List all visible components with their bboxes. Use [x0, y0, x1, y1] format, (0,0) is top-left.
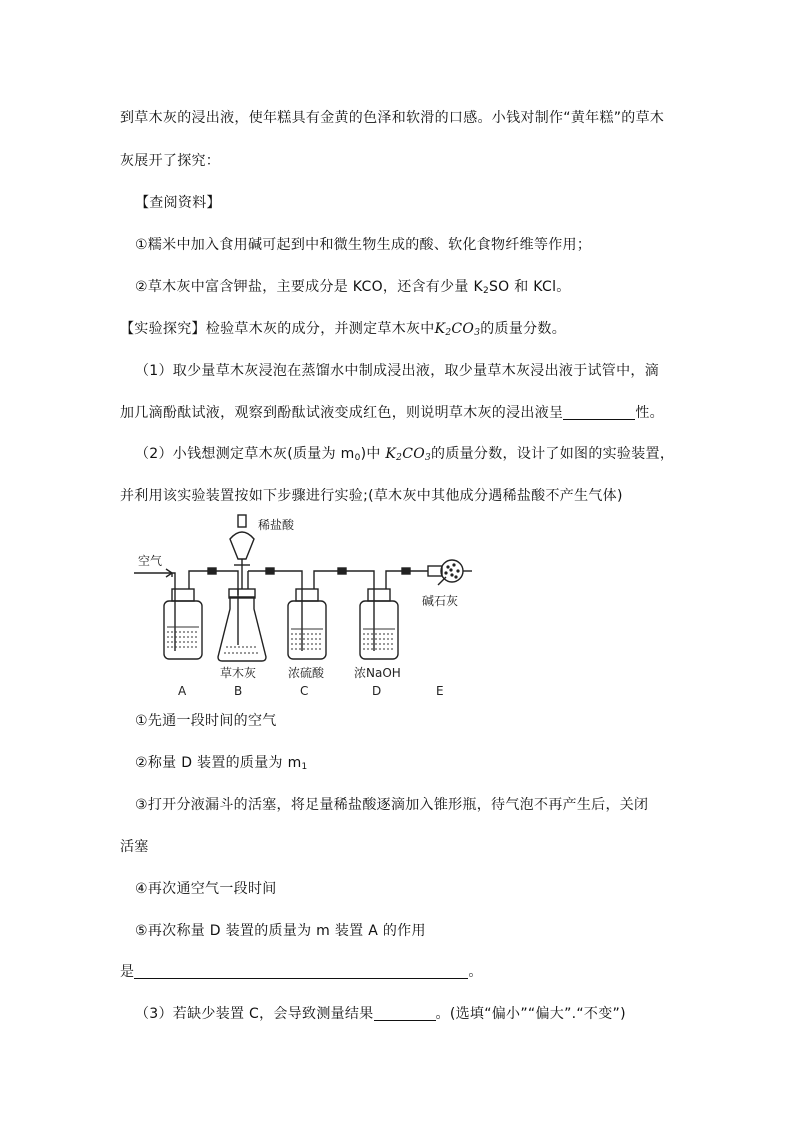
label-b: 草木灰: [220, 666, 257, 680]
paragraph-line-1: 到草木灰的浸出液，使年糕具有金黄的色泽和软滑的口感。小钱对制作“黄年糕”的草木: [120, 110, 665, 126]
label-c: 浓硫酸: [288, 666, 325, 680]
question-2-line-2: 并利用该实验装置按如下步骤进行实验;(草木灰中其他成分遇稀盐酸不产生气体): [120, 488, 623, 504]
step-4: ④再次通空气一段时间: [135, 881, 277, 897]
subscript: 2: [482, 286, 489, 296]
question-1-line-2: [120, 403, 664, 423]
subscript: 3: [474, 328, 481, 338]
subscript: 2: [445, 328, 452, 338]
text: ②草木灰中富含钾盐，主要成分是 KCO，还含有少量 K: [135, 279, 483, 295]
step-3-continued: 活塞: [120, 839, 149, 855]
section-heading-materials: 【查阅资料】: [135, 195, 221, 211]
section-heading-experiment: [120, 319, 566, 343]
text: 的质量分数，设计了如图的实验装置，: [431, 446, 675, 462]
formula-part: CO: [451, 321, 475, 337]
question-1-line-1: （1）取少量草木灰浸泡在蒸馏水中制成浸出液，取少量草木灰浸出液于试管中，滴: [135, 363, 660, 379]
text: ②称量 D 装置的质量为 m: [135, 755, 302, 771]
formula: [385, 446, 431, 462]
material-item-2: [135, 277, 571, 301]
text: 和 KCl。: [509, 279, 571, 295]
text: 是: [120, 964, 135, 980]
bottle-d: [360, 601, 398, 659]
air-label: 空气: [138, 554, 163, 568]
letter-b: B: [234, 684, 243, 698]
step-5-answer-line: [120, 962, 483, 982]
letter-c: C: [300, 684, 309, 698]
formula-part: K: [385, 446, 397, 462]
text: （2）小钱想测定草木灰(质量为 m: [135, 446, 355, 462]
subscript: 3: [425, 453, 432, 463]
separatory-funnel: [230, 532, 254, 559]
formula-part: CO: [402, 446, 425, 462]
subscript: 1: [301, 762, 308, 772]
letter-d: D: [372, 684, 382, 698]
drying-tube-e: [428, 566, 442, 576]
text: 。(选填“偏小”“偏大”.“不变”): [435, 1006, 626, 1022]
label-d: 浓NaOH: [354, 666, 401, 680]
text: )中: [360, 446, 386, 462]
text: 加几滴酚酞试液，观察到酚酞试液变成红色，则说明草木灰的浸出液呈: [120, 405, 564, 421]
subscript: 2: [396, 453, 403, 463]
answer-blank[interactable]: [134, 964, 468, 979]
question-3: [135, 1004, 626, 1024]
bottle-c: [288, 601, 326, 659]
formula-part: K: [434, 321, 446, 337]
apparatus-diagram: [120, 505, 480, 700]
formula: [435, 321, 481, 337]
question-2-line-1: [135, 444, 674, 468]
text: 【实验探究】检验草木灰的成分，并测定草木灰中: [120, 321, 435, 337]
text: 的质量分数。: [480, 321, 567, 337]
sodalime-label: 碱石灰: [422, 594, 459, 608]
letter-a: A: [178, 684, 187, 698]
answer-blank[interactable]: [374, 1006, 436, 1021]
step-2: [135, 753, 308, 777]
acid-label: 稀盐酸: [258, 518, 295, 532]
text: （3）若缺少装置 C，会导致测量结果: [135, 1006, 374, 1022]
text: 性。: [635, 405, 664, 421]
subscript: 0: [354, 453, 361, 463]
flask-b: [218, 597, 266, 661]
step-5: ⑤再次称量 D 装置的质量为 m 装置 A 的作用: [135, 923, 426, 939]
material-item-1: ①糯米中加入食用碱可起到中和微生物生成的酸、软化食物纤维等作用；: [135, 237, 592, 253]
text: SO: [488, 279, 510, 295]
step-3: ③打开分液漏斗的活塞，将足量稀盐酸逐滴加入锥形瓶，待气泡不再产生后，关闭: [135, 797, 649, 813]
text: 。: [468, 964, 483, 980]
bottle-a: [164, 601, 202, 659]
answer-blank[interactable]: [563, 405, 635, 420]
letter-e: E: [436, 684, 444, 698]
paragraph-line-2: 灰展开了探究：: [120, 153, 221, 169]
step-1: ①先通一段时间的空气: [135, 713, 277, 729]
